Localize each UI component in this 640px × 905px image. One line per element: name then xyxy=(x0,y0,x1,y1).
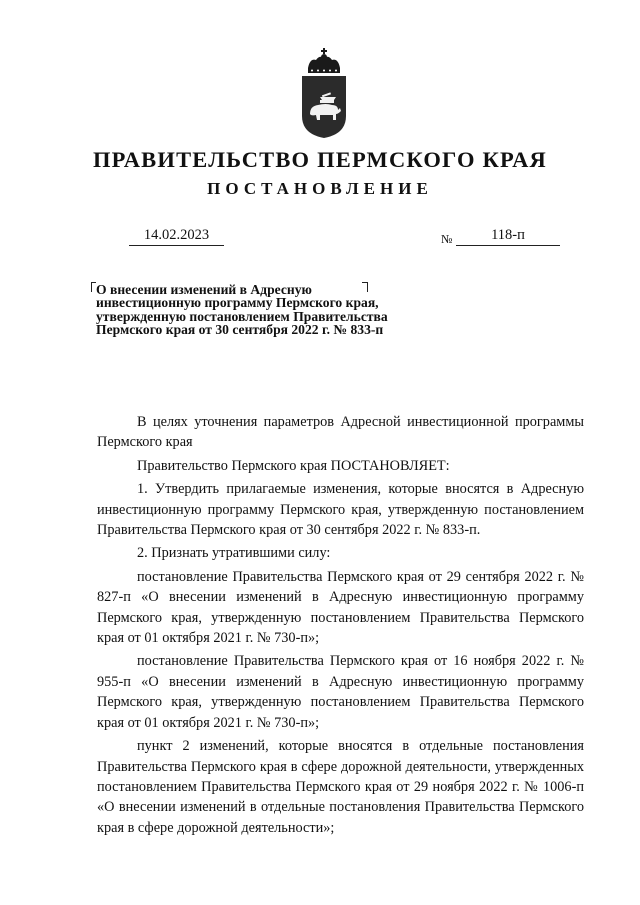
body-paragraph: постановление Правительства Пермского края от 16 ноября 2022 г. № 955-п «О внесении изменений в Адресную инвестиционную программу Пермского края, утвержденную постановлением Правительства Пермского края от 01 октября 2021 г. № 730-п»; xyxy=(97,653,584,731)
subject-line: Пермского края от 30 сентября 2022 г. № 833-п xyxy=(96,322,384,338)
subject-line: инвестиционную программу Пермского края, xyxy=(96,295,379,311)
government-title: ПРАВИТЕЛЬСТВО ПЕРМСКОГО КРАЯ xyxy=(92,147,548,172)
subject-line: утвержденную постановлением Правительства xyxy=(96,308,388,324)
body-paragraph: постановление Правительства Пермского края от 29 сентября 2022 г. № 827-п «О внесении изменений в Адресную инвестиционную программу Пермского края, утвержденную постановлением Правительства Пермского края от 01 октября 2021 г. № 730-п»; xyxy=(97,568,584,647)
document-type: ПОСТАНОВЛЕНИЕ xyxy=(207,179,433,198)
body-paragraph: 1. Утвердить прилагаемые изменения, которые вносятся в Адресную инвестиционную программу Пермского края, утвержденную постановлением Правительства Пермского края от 30 сентября 2022 г. № 833-п. xyxy=(97,481,584,539)
document-body xyxy=(97,412,584,838)
body-paragraph: пункт 2 изменений, которые вносятся в отдельные постановления Правительства Пермского края в сфере дорожной деятельности, утвержденных постановлением Правительства Пермского края от 29 ноября 2022 г. № 1006-п «О внесении изменений в отдельные постановления Правительства Пермского края в сфере дорожной деятельности»; xyxy=(97,738,584,836)
document-number: 118-п xyxy=(456,227,560,246)
body-paragraph: 2. Признать утратившими силу: xyxy=(137,545,331,562)
body-paragraph: В целях уточнения параметров Адресной инвестиционной программы Пермского края xyxy=(97,414,584,451)
document-subject xyxy=(96,283,436,337)
subject-line: О внесении изменений в Адресную xyxy=(96,282,312,297)
document-date: 14.02.2023 xyxy=(129,227,224,246)
number-sign: № xyxy=(441,232,453,246)
perm-krai-coat-of-arms-icon xyxy=(296,48,352,140)
body-paragraph: Правительство Пермского края ПОСТАНОВЛЯЕТ: xyxy=(137,457,450,474)
